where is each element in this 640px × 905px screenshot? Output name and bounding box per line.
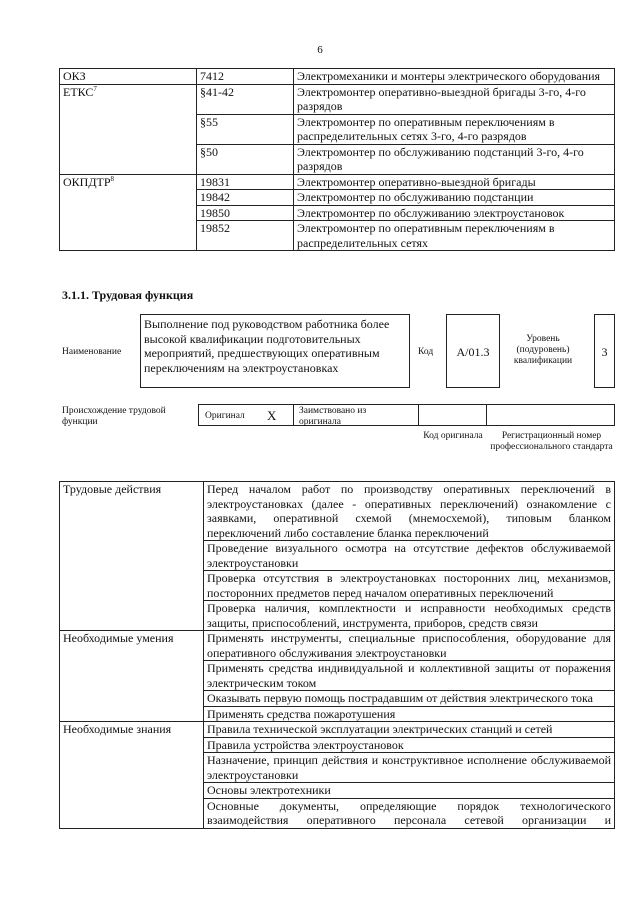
section-title: 3.1.1. Трудовая функция: [62, 288, 194, 302]
classifier-title: Электромонтер по оперативным переключениям в распределительных сетях 3-го, 4-го разрядов: [294, 114, 615, 144]
details-label: Трудовые действия: [60, 482, 204, 631]
function-code: A/01.3: [456, 345, 490, 359]
divider: [486, 404, 487, 426]
table-row: [60, 84, 615, 114]
original-mark: X: [267, 408, 277, 423]
level-box: [594, 314, 615, 388]
reg-caption: Регистрационный номер профессионального стандарта: [490, 431, 613, 452]
details-label: Необходимые умения: [60, 631, 204, 722]
page-number: 6: [317, 44, 323, 56]
details-item: Применять средства индивидуальной и коллективной защиты от поражения электрическим током: [204, 661, 615, 691]
classifier-title: Электромонтер оперативно-выездной бригады 3-го, 4-го разрядов: [294, 84, 615, 114]
classifier-title: Электромонтер по обслуживанию электроустановок: [294, 205, 615, 221]
divider: [293, 404, 294, 426]
origin-table: [198, 404, 615, 426]
details-item: Применять средства пожаротушения: [204, 706, 615, 722]
table-row: [60, 174, 615, 190]
level-value: 3: [601, 345, 608, 359]
table-row: [60, 722, 615, 738]
classifier-number: 19831: [197, 174, 294, 190]
level-label: Уровень (подуровень) квалификации: [513, 334, 573, 366]
divider: [418, 404, 419, 426]
details-item: Перед началом работ по производству оперативных переключений в электроустановках (далее - оперативных переключений) ознакомление с заявками, оперативной схемой (мнемосхемой), типовым бланком переключений либо составление бланка переключений: [204, 482, 615, 541]
classifier-number: 19852: [197, 221, 294, 251]
details-item: Проверка наличия, комплектности и исправности необходимых средств защиты, приспособлений, инструмента, приборов, средств связи: [204, 601, 615, 631]
origin-label: Происхождение трудовой функции: [62, 406, 166, 427]
table-row: [60, 69, 615, 85]
details-item: Применять инструменты, специальные приспособления, оборудование для оперативного обслуживания электроустановки: [204, 631, 615, 661]
details-item: Правила технической эксплуатации электрических станций и сетей: [204, 722, 615, 738]
classifier-number: §55: [197, 114, 294, 144]
classifier-number: 7412: [197, 69, 294, 85]
function-name: Выполнение под руководством работника более высокой квалификации подготовительных мероприятий, предшествующих оперативным переключениям на электроустановках: [144, 317, 390, 375]
name-label: Наименование: [62, 347, 122, 357]
borrowed-label: Заимствовано из оригинала: [299, 406, 367, 427]
classifier-table: [59, 68, 615, 251]
classifier-title: Электромонтер по обслуживанию подстанции: [294, 190, 615, 206]
classifier-title: Электромонтер оперативно-выездной бригады: [294, 174, 615, 190]
classifier-code: ОКПДТР$^8$: [60, 174, 197, 251]
details-item: Назначение, принцип действия и конструктивное исполнение обслуживаемой электроустановки: [204, 753, 615, 783]
classifier-title: Электромонтер по обслуживанию подстанций 3-го, 4-го разрядов: [294, 144, 615, 174]
classifier-number: 19842: [197, 190, 294, 206]
details-item: Оказывать первую помощь пострадавшим от действия электрического тока: [204, 691, 615, 707]
table-row: [60, 482, 615, 541]
function-code-box: [446, 314, 500, 388]
details-item: Основы электротехники: [204, 783, 615, 799]
details-item: Проведение визуального осмотра на отсутствие дефектов обслуживаемой электроустановки: [204, 541, 615, 571]
details-item: Основные документы, определяющие порядок технологического взаимодействия оперативного персонала сетевой организации и: [204, 798, 615, 828]
classifier-title: Электромонтер по оперативным переключениям в распределительных сетях: [294, 221, 615, 251]
details-table: [59, 481, 615, 829]
details-item: Правила устройства электроустановок: [204, 737, 615, 753]
classifier-code: ЕТКС$^7$: [60, 84, 197, 174]
code-label: Код: [418, 347, 434, 357]
classifier-number: §50: [197, 144, 294, 174]
classifier-number: §41-42: [197, 84, 294, 114]
classifier-title: Электромеханики и монтеры электрического оборудования: [294, 69, 615, 85]
original-label: Оригинал: [205, 411, 245, 421]
classifier-code: ОКЗ: [60, 69, 197, 85]
code-caption: Код оригинала: [423, 431, 483, 441]
function-name-box: [140, 314, 410, 388]
table-row: [60, 631, 615, 661]
details-label: Необходимые знания: [60, 722, 204, 829]
classifier-number: 19850: [197, 205, 294, 221]
details-item: Проверка отсутствия в электроустановках посторонних лиц, механизмов, посторонних предметов перед началом оперативных переключений: [204, 571, 615, 601]
